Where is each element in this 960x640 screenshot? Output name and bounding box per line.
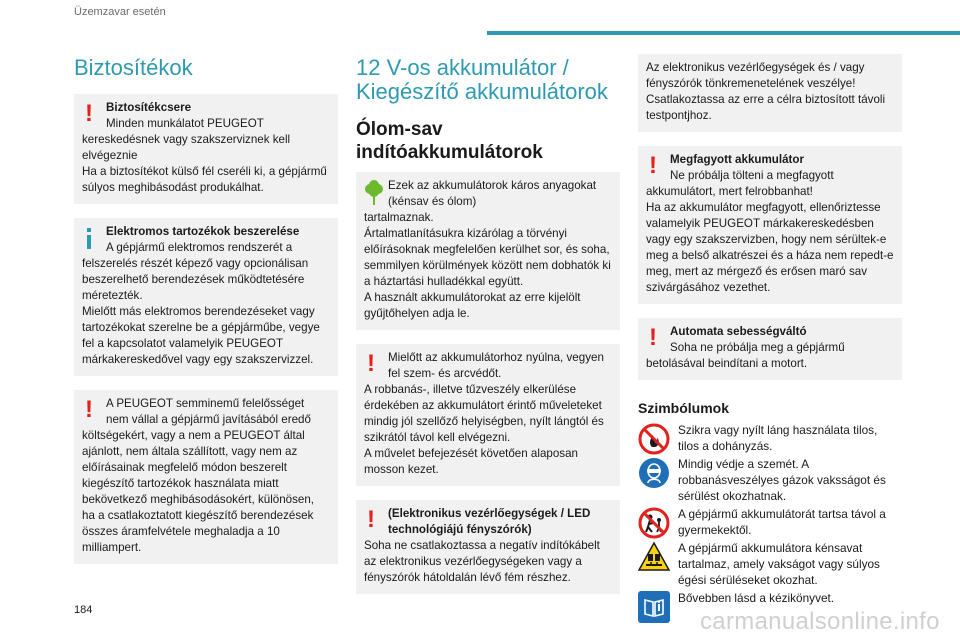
warning-line: Mielőtt az akkumulátorhoz nyúlna, vegyen fel szem- és arcvédőt. (388, 351, 604, 380)
symbol-text-cont: robbanásveszélyes gázok vaksságot és sérülést okozhatnak. (678, 473, 886, 503)
symbol-row (638, 506, 902, 538)
warning-line: A PEUGEOT semminemű felelősséget nem vállal a gépjármű javításából eredő (106, 397, 311, 426)
warning-text: kereskedésnek vagy szakszerviznek kell elvégeznie Ha a biztosítékot külső fél cseréli ki, a gépjármű súlyos meghibásodást produkálhat. (82, 133, 327, 194)
warning-icon: ! (649, 324, 657, 351)
battery-title: 12 V-os akkumulátor / Kiegészítő akkumulátorok (356, 55, 608, 104)
warning-text: Soha ne csatlakoztassa a negatív indítókábelt az elektronikus vezérlőegységeken vagy a fényszórók hátoldalán lévő fém részhez. (364, 539, 600, 584)
warning-line: Minden munkálatot PEUGEOT (106, 117, 264, 130)
warning-heading: Megfagyott akkumulátor (670, 153, 804, 166)
warning-heading: Biztosítékcsere (106, 101, 192, 114)
eye-protection-icon (638, 457, 670, 489)
info-line: A gépjármű elektromos rendszerét a (106, 241, 293, 254)
info-heading: Elektromos tartozékok beszerelése (106, 225, 300, 238)
eco-leaf-icon (364, 180, 384, 206)
warning-icon: ! (85, 100, 93, 127)
warning-icon: ! (367, 350, 375, 377)
warning-text: A robbanás-, illetve tűzveszély elkerülése érdekében az akkumulátort érintő műveleteket mindig jól szellőző helyiségben, nyílt lángtól és szikrától távol kell elvégezni. A művelet befejezését követően alaposan mosson kezet. (364, 383, 604, 476)
electrical-accessories-info (74, 218, 338, 376)
warning-line: Soha ne próbálja meg a gépjármű (670, 341, 845, 354)
note-text: Az elektronikus vezérlőegységek és / vagy fényszórók tönkremenetelének veszélye! Csatlakoztassa az erre a célra biztosított távoli testpontjhoz. (646, 61, 886, 122)
lead-acid-subtitle: Ólom-sav indítóakkumulátorok (356, 119, 543, 163)
page-number: 184 (74, 604, 93, 616)
info-text: felszerelés részét képező vagy opcionálisan beszerelhető berendezések működtetésére méretezték. Mielőtt más elektromos berendezéseket vagy tartozékokat szerelne be a gépjárműbe, vegye fel a kapcsolatot valamelyik PEUGEOT márkakereskedővel vagy egy szakszervizzel. (82, 257, 320, 366)
page-header-title: Üzemzavar esetén (74, 6, 166, 18)
header-accent-bar (487, 31, 960, 35)
symbol-text: A gépjármű akkumulátora kénsavat (678, 541, 863, 555)
ground-point-note (638, 54, 902, 132)
eco-line: Ezek az akkumulátorok káros anyagokat (kénsav és ólom) (388, 179, 597, 208)
warning-line: Ne próbálja tölteni a megfagyott (670, 169, 834, 182)
symbol-row (638, 456, 902, 504)
battery-safety-warning (356, 344, 620, 486)
symbol-row (638, 540, 902, 588)
warning-icon: ! (367, 506, 375, 533)
column-battery (356, 50, 620, 594)
column-battery-cont (638, 50, 902, 622)
symbol-text: A gépjármű akkumulátorát tartsa távol a (678, 507, 886, 521)
info-icon (87, 228, 91, 250)
battery-disposal-eco-note (356, 172, 620, 330)
keep-children-away-icon (638, 507, 670, 539)
liability-warning (74, 390, 338, 564)
symbol-text: Bővebben lásd a kézikönyvet. (678, 591, 835, 605)
manual-book-icon (638, 591, 670, 623)
warning-text: költségekért, vagy a nem a PEUGEOT által ajánlott, nem általa szállított, vagy nem az előírásainak megfelelő módon beszerelt kiegészítő tartozékok használata miatt bekövetkező meghibásodásokért, különösen, ha a csatlakoztatott kiegészítő berendezések összes áramfelvétele meghaladja a 10 milliampert. (82, 429, 315, 554)
eco-text: tartalmaznak. Ártalmatlanításukra kizárólag a törvényi előírásoknak megfelelően kerülhet sor, és soha, semmilyen körülmények között nem dobhatók ki a háztartási hulladékkal együtt. A használt akkumulátorokat az erre kijelölt gyűjtőhelyen adja le. (364, 211, 611, 320)
watermark-text: carmanualsonline.info (700, 608, 940, 635)
fuse-replacement-warning (74, 94, 338, 204)
symbol-text-cont: tilos a dohányzás. (678, 439, 773, 453)
automatic-gearbox-warning (638, 318, 902, 380)
warning-icon: ! (649, 152, 657, 179)
warning-text: akkumulátort, mert felrobbanhat! Ha az akkumulátor megfagyott, ellenőriztesse valamelyik PEUGEOT márkakereskedésben vagy egy szakszervizben, hogy nem sérültek-e meg a belső alkatrészei és a háza nem repedt-e meg, mert az mérgező és erősen maró sav szivárgásához vezethet. (646, 185, 894, 294)
symbol-text: Mindig védje a szemét. A (678, 457, 810, 471)
symbols-heading: Szimbólumok (638, 400, 730, 416)
symbol-text-cont: tartalmaz, amely vakságot vagy súlyos égési sérüléseket okozhat. (678, 557, 880, 587)
symbol-row (638, 422, 902, 454)
electronic-unit-warning (356, 500, 620, 594)
warning-text: betolásával beindítani a motort. (646, 357, 808, 370)
warning-heading: (Elektronikus vezérlőegységek / LED technológiájú fényszórók) (388, 507, 591, 536)
fuses-title: Biztosítékok (74, 55, 193, 80)
warning-heading: Automata sebességváltó (670, 325, 807, 338)
symbol-text-cont: gyermekektől. (678, 523, 752, 537)
no-fire-icon (638, 423, 670, 455)
corrosive-hazard-icon (638, 541, 670, 573)
column-fuses (74, 50, 338, 564)
symbol-text: Szikra vagy nyílt láng használata tilos, (678, 423, 878, 437)
warning-icon: ! (85, 396, 93, 423)
frozen-battery-warning (638, 146, 902, 304)
